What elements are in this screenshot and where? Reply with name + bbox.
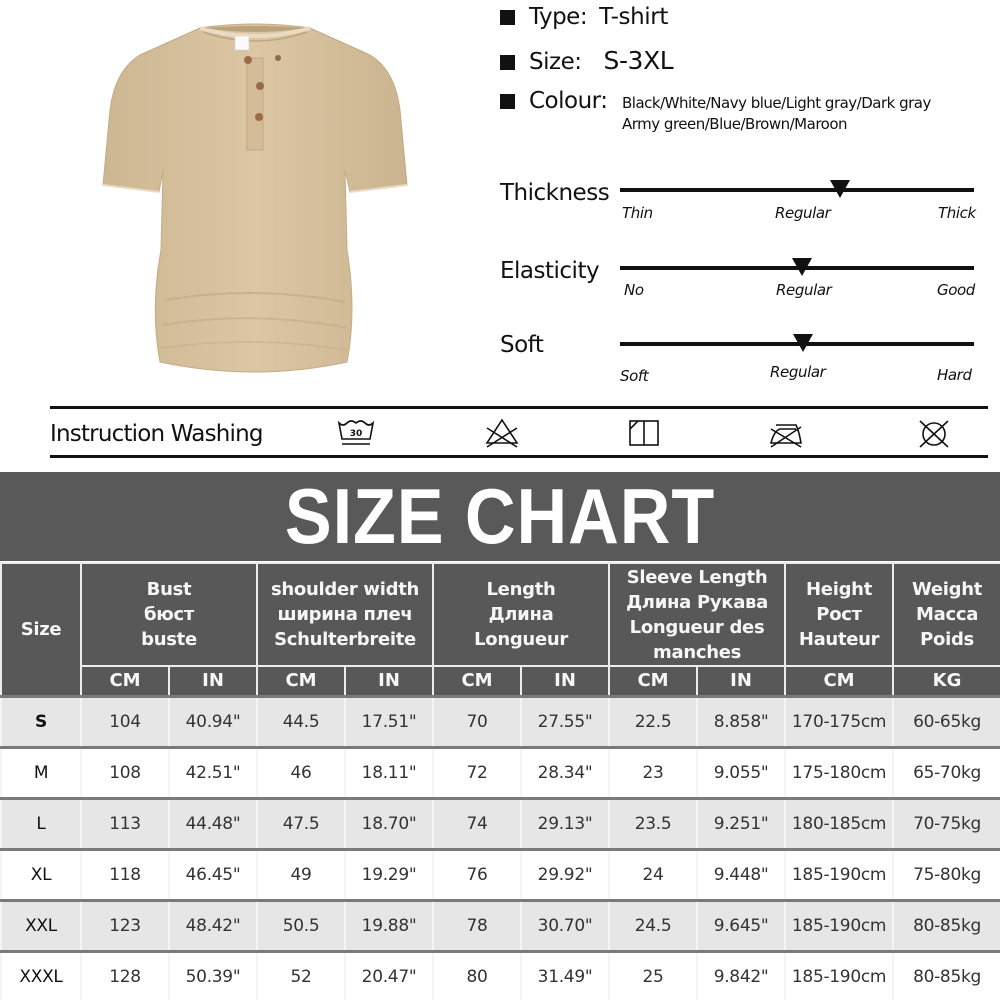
spec-type-value: T-shirt: [599, 4, 668, 30]
size-cell: L: [1, 798, 81, 849]
table-cell: 180-185cm: [785, 798, 893, 849]
unit-header: IN: [697, 666, 785, 696]
table-cell: 118: [81, 849, 169, 900]
table-cell: 44.48": [169, 798, 257, 849]
table-cell: 175-180cm: [785, 747, 893, 798]
unit-header: IN: [345, 666, 433, 696]
table-cell: 60-65kg: [893, 696, 1000, 747]
table-cell: 80: [433, 951, 521, 1000]
scale-max-label: Good: [937, 281, 975, 299]
table-row: [1, 696, 1000, 747]
table-header-row: [1, 563, 1000, 666]
unit-header: CM: [785, 666, 893, 696]
header-height: Height Рост Hauteur: [785, 563, 893, 666]
scale-min-label: No: [624, 281, 644, 299]
table-cell: 72: [433, 747, 521, 798]
table-cell: 170-175cm: [785, 696, 893, 747]
size-chart-table: [0, 562, 1000, 1000]
table-cell: 40.94": [169, 696, 257, 747]
table-cell: 50.39": [169, 951, 257, 1000]
scale-min-label: Soft: [620, 367, 649, 385]
washing-title: Instruction Washing: [50, 421, 263, 447]
size-cell: XXL: [1, 900, 81, 951]
table-cell: 75-80kg: [893, 849, 1000, 900]
product-image: [95, 10, 415, 385]
table-cell: 19.29": [345, 849, 433, 900]
header-weight: Weight Масса Poids: [893, 563, 1000, 666]
table-cell: 70-75kg: [893, 798, 1000, 849]
size-cell: M: [1, 747, 81, 798]
scale-max-label: Thick: [938, 204, 976, 222]
spec-colour-label: Colour:: [529, 88, 608, 114]
table-cell: 29.13": [521, 798, 609, 849]
table-row: [1, 951, 1000, 1000]
colour-line-1: Black/White/Navy blue/Light gray/Dark gray: [622, 94, 931, 112]
square-bullet-icon: [500, 10, 515, 25]
header-bust: Bust бюст buste: [81, 563, 257, 666]
scale-title: Elasticity: [500, 258, 600, 284]
scale-mid-label: Regular: [775, 204, 831, 222]
spec-type: [500, 4, 668, 30]
table-cell: 46.45": [169, 849, 257, 900]
table-cell: 28.34": [521, 747, 609, 798]
scale-track: [620, 188, 974, 192]
table-cell: 9.645": [697, 900, 785, 951]
table-cell: 113: [81, 798, 169, 849]
table-cell: 48.42": [169, 900, 257, 951]
table-cell: 24: [609, 849, 697, 900]
wash-30-icon: [336, 417, 376, 449]
colour-line-2: Army green/Blue/Brown/Maroon: [622, 115, 848, 133]
table-row: [1, 747, 1000, 798]
size-cell: XXXL: [1, 951, 81, 1000]
table-cell: 80-85kg: [893, 951, 1000, 1000]
square-bullet-icon: [500, 55, 515, 70]
table-cell: 49: [257, 849, 345, 900]
table-cell: 123: [81, 900, 169, 951]
table-cell: 185-190cm: [785, 849, 893, 900]
table-row: [1, 798, 1000, 849]
spec-size-label: Size:: [529, 49, 582, 75]
table-cell: 128: [81, 951, 169, 1000]
colour-options: [622, 93, 931, 135]
square-bullet-icon: [500, 94, 515, 109]
header-shoulder-width: shoulder width ширина плеч Schulterbreite: [257, 563, 433, 666]
scale-marker-icon: [830, 180, 850, 198]
spec-size: [500, 46, 673, 75]
scale-min-label: Thin: [622, 204, 653, 222]
scale-title: Soft: [500, 332, 544, 358]
table-cell: 9.842": [697, 951, 785, 1000]
size-chart-title: SIZE CHART: [284, 472, 716, 560]
spec-type-label: Type:: [529, 4, 588, 30]
unit-header: KG: [893, 666, 1000, 696]
table-cell: 46: [257, 747, 345, 798]
table-cell: 50.5: [257, 900, 345, 951]
washing-instructions: [50, 406, 988, 458]
table-cell: 78: [433, 900, 521, 951]
table-cell: 30.70": [521, 900, 609, 951]
table-cell: 9.448": [697, 849, 785, 900]
scale-thickness: [500, 178, 980, 228]
table-row: [1, 900, 1000, 951]
scale-max-label: Hard: [937, 366, 972, 384]
table-cell: 42.51": [169, 747, 257, 798]
table-cell: 18.11": [345, 747, 433, 798]
table-cell: 8.858": [697, 696, 785, 747]
table-row: [1, 849, 1000, 900]
unit-header: CM: [609, 666, 697, 696]
table-cell: 9.251": [697, 798, 785, 849]
unit-header: IN: [169, 666, 257, 696]
scale-title: Thickness: [500, 180, 610, 206]
scale-elasticity: [500, 256, 980, 306]
table-cell: 104: [81, 696, 169, 747]
table-cell: 24.5: [609, 900, 697, 951]
header-sleeve-length: Sleeve Length Длина Рукава Longueur des manches: [609, 563, 785, 666]
table-unit-row: [1, 666, 1000, 696]
table-cell: 108: [81, 747, 169, 798]
scale-marker-icon: [793, 334, 813, 352]
table-cell: 23: [609, 747, 697, 798]
table-cell: 52: [257, 951, 345, 1000]
svg-text:30: 30: [349, 429, 363, 439]
spec-size-value: S-3XL: [603, 46, 674, 75]
table-cell: 27.55": [521, 696, 609, 747]
scale-soft: [500, 330, 980, 386]
header-size: Size: [1, 563, 81, 696]
table-cell: 25: [609, 951, 697, 1000]
table-cell: 65-70kg: [893, 747, 1000, 798]
drip-dry-icon: [624, 417, 664, 449]
scale-marker-icon: [792, 258, 812, 276]
do-not-tumble-dry-icon: [914, 417, 954, 449]
table-cell: 185-190cm: [785, 951, 893, 1000]
scale-mid-label: Regular: [776, 281, 832, 299]
table-cell: 31.49": [521, 951, 609, 1000]
unit-header: CM: [257, 666, 345, 696]
table-cell: 9.055": [697, 747, 785, 798]
unit-header: IN: [521, 666, 609, 696]
henley-tshirt-illustration: [95, 10, 415, 385]
header-length: Length Длина Longueur: [433, 563, 609, 666]
size-cell: XL: [1, 849, 81, 900]
do-not-iron-icon: [766, 417, 806, 449]
table-cell: 44.5: [257, 696, 345, 747]
size-cell: S: [1, 696, 81, 747]
scale-mid-label: Regular: [770, 363, 826, 381]
table-cell: 23.5: [609, 798, 697, 849]
table-cell: 185-190cm: [785, 900, 893, 951]
unit-header: CM: [81, 666, 169, 696]
do-not-bleach-icon: [482, 417, 522, 449]
table-cell: 70: [433, 696, 521, 747]
unit-header: CM: [433, 666, 521, 696]
table-cell: 20.47": [345, 951, 433, 1000]
table-cell: 19.88": [345, 900, 433, 951]
table-cell: 29.92": [521, 849, 609, 900]
table-cell: 76: [433, 849, 521, 900]
table-cell: 80-85kg: [893, 900, 1000, 951]
table-cell: 22.5: [609, 696, 697, 747]
table-cell: 17.51": [345, 696, 433, 747]
table-cell: 74: [433, 798, 521, 849]
spec-colour: [500, 88, 607, 114]
table-cell: 47.5: [257, 798, 345, 849]
table-cell: 18.70": [345, 798, 433, 849]
